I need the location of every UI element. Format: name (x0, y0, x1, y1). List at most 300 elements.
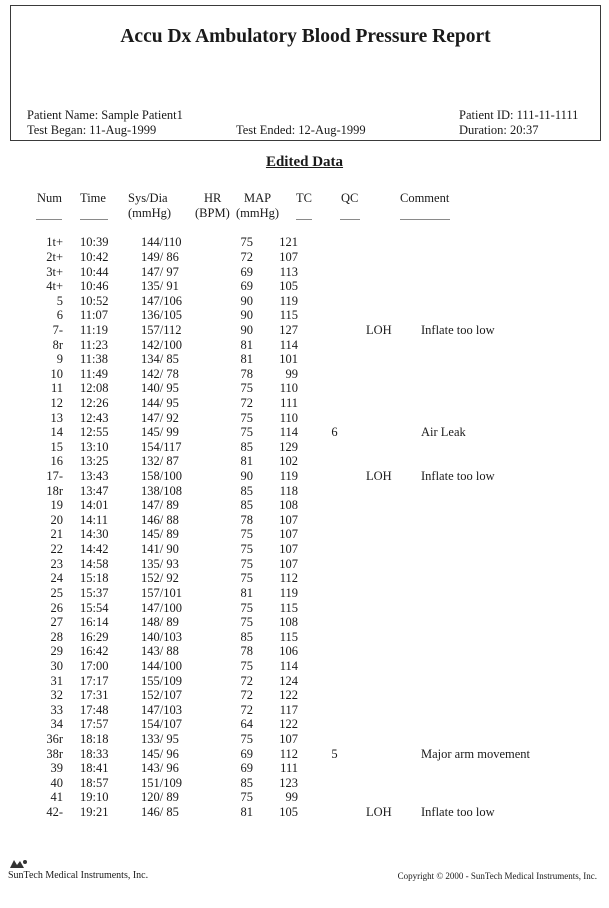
cell-comment (414, 732, 594, 747)
table-row (0, 688, 594, 703)
cell-hr: 69 (240, 761, 253, 776)
cell-time: 15:37 (80, 585, 109, 600)
cell-comment (414, 279, 594, 294)
cell-time: 11:23 (80, 337, 109, 352)
cell-qc: LOH (366, 805, 392, 820)
cell-num: 23 (50, 556, 63, 571)
table-row (0, 323, 594, 338)
cell-bp: 154/117 (141, 439, 182, 454)
cell-comment: Inflate too low (421, 805, 495, 820)
cell-comment (414, 776, 594, 791)
cell-comment (414, 337, 594, 352)
cell-hr: 85 (240, 439, 253, 454)
table-row (0, 425, 594, 440)
col-header-time: Time (80, 191, 106, 205)
cell-qc (357, 790, 414, 805)
cell-time: 12:08 (80, 381, 109, 396)
cell-tc (298, 337, 357, 352)
cell-time: 16:42 (80, 644, 109, 659)
cell-hr: 69 (240, 264, 253, 279)
col-header-map: MAP (244, 191, 272, 205)
cell-qc (357, 381, 414, 396)
cell-bp: 143/ 88 (141, 644, 179, 659)
table-row (0, 629, 594, 644)
readings-table (0, 235, 594, 819)
cell-qc (357, 366, 414, 381)
cell-map: 123 (279, 775, 298, 790)
cell-time: 13:43 (80, 469, 109, 484)
cell-qc (357, 629, 414, 644)
cell-num: 34 (50, 717, 63, 732)
cell-num: 29 (50, 644, 63, 659)
cell-time: 10:46 (80, 279, 109, 294)
cell-bp: 138/108 (141, 483, 182, 498)
cell-bp: 155/109 (141, 673, 182, 688)
cell-num: 16 (50, 454, 63, 469)
cell-hr: 75 (240, 571, 253, 586)
cell-hr: 75 (240, 556, 253, 571)
cell-comment (414, 440, 594, 455)
cell-num: 36r (46, 732, 63, 747)
cell-comment (414, 352, 594, 367)
cell-tc (298, 396, 357, 411)
cell-time: 14:11 (80, 512, 109, 527)
cell-map: 110 (279, 381, 298, 396)
cell-map: 115 (279, 629, 298, 644)
cell-hr: 78 (240, 512, 253, 527)
cell-tc (298, 381, 357, 396)
cell-time: 13:10 (80, 439, 109, 454)
table-row (0, 469, 594, 484)
cell-num: 27 (50, 615, 63, 630)
cell-time: 13:47 (80, 483, 109, 498)
cell-qc: LOH (366, 322, 392, 337)
cell-bp: 145/ 96 (141, 746, 179, 761)
col-header-map-unit: (mmHg) (236, 206, 280, 220)
cell-comment (414, 293, 594, 308)
col-header-qc: QC (341, 191, 359, 205)
table-row (0, 761, 594, 776)
cell-map: 113 (279, 264, 298, 279)
cell-comment (414, 542, 594, 557)
cell-time: 17:31 (80, 688, 109, 703)
cell-qc (357, 556, 414, 571)
cell-bp: 135/ 91 (141, 279, 179, 294)
cell-comment (414, 513, 594, 528)
cell-map: 122 (279, 688, 298, 703)
cell-num: 31 (50, 673, 63, 688)
cell-qc (357, 454, 414, 469)
cell-hr: 75 (240, 527, 253, 542)
cell-bp: 135/ 93 (141, 556, 179, 571)
cell-qc (357, 279, 414, 294)
col-underline-comment (400, 219, 450, 220)
cell-tc (298, 659, 357, 674)
col-underline-tc (296, 219, 312, 220)
cell-tc (298, 776, 357, 791)
cell-hr: 90 (240, 308, 253, 323)
cell-hr: 72 (240, 249, 253, 264)
cell-num: 8r (52, 337, 63, 352)
cell-map: 99 (285, 790, 298, 805)
table-row (0, 571, 594, 586)
cell-map: 107 (279, 249, 298, 264)
cell-time: 19:21 (80, 805, 109, 820)
suntech-logo-icon (8, 858, 30, 870)
table-row (0, 483, 594, 498)
table-row (0, 337, 594, 352)
cell-hr: 72 (240, 673, 253, 688)
cell-time: 18:57 (80, 775, 109, 790)
cell-num: 4t+ (46, 279, 63, 294)
table-row (0, 703, 594, 718)
cell-num: 33 (50, 702, 63, 717)
cell-bp: 140/ 95 (141, 381, 179, 396)
cell-bp: 148/ 89 (141, 615, 179, 630)
cell-qc (357, 425, 414, 440)
cell-time: 13:25 (80, 454, 109, 469)
cell-map: 119 (279, 293, 298, 308)
table-row (0, 352, 594, 367)
cell-num: 22 (50, 542, 63, 557)
cell-num: 19 (50, 498, 63, 513)
table-row (0, 308, 594, 323)
cell-comment: Air Leak (421, 425, 466, 440)
table-row (0, 600, 594, 615)
cell-bp: 147/100 (141, 600, 182, 615)
cell-bp: 144/100 (141, 658, 182, 673)
cell-bp: 151/109 (141, 775, 182, 790)
test-began: Test Began: 11-Aug-1999 (27, 123, 157, 137)
cell-hr: 85 (240, 775, 253, 790)
section-title: Edited Data (265, 154, 344, 170)
cell-time: 12:43 (80, 410, 109, 425)
cell-time: 16:14 (80, 615, 109, 630)
cell-bp: 141/ 90 (141, 542, 179, 557)
table-row (0, 717, 594, 732)
table-row (0, 644, 594, 659)
cell-num: 42- (46, 805, 63, 820)
cell-qc (357, 250, 414, 265)
cell-time: 10:42 (80, 249, 109, 264)
cell-comment (414, 586, 594, 601)
report-header-box (10, 5, 601, 141)
cell-time: 11:07 (80, 308, 109, 323)
cell-tc (298, 703, 357, 718)
cell-tc (298, 323, 357, 338)
cell-map: 110 (279, 410, 298, 425)
cell-hr: 75 (240, 425, 253, 440)
table-row (0, 513, 594, 528)
col-underline-qc (340, 219, 360, 220)
cell-bp: 152/ 92 (141, 571, 179, 586)
table-row (0, 498, 594, 513)
cell-num: 1t+ (46, 235, 63, 250)
cell-qc (357, 293, 414, 308)
cell-qc (357, 571, 414, 586)
cell-tc (298, 454, 357, 469)
cell-hr: 78 (240, 366, 253, 381)
cell-comment (414, 527, 594, 542)
cell-bp: 149/ 86 (141, 249, 179, 264)
cell-map: 119 (279, 585, 298, 600)
cell-num: 32 (50, 688, 63, 703)
cell-time: 11:38 (80, 352, 109, 367)
table-row (0, 790, 594, 805)
col-header-num: Num (37, 191, 62, 205)
cell-time: 11:19 (80, 322, 109, 337)
cell-time: 10:39 (80, 235, 109, 250)
cell-comment (414, 629, 594, 644)
table-row (0, 235, 594, 250)
cell-hr: 81 (240, 352, 253, 367)
cell-tc (298, 790, 357, 805)
cell-qc (357, 717, 414, 732)
cell-bp: 147/ 89 (141, 498, 179, 513)
table-row (0, 732, 594, 747)
cell-bp: 142/100 (141, 337, 182, 352)
cell-tc (298, 586, 357, 601)
cell-num: 30 (50, 658, 63, 673)
cell-comment (414, 250, 594, 265)
cell-tc (298, 600, 357, 615)
cell-comment (414, 615, 594, 630)
col-header-sysdia-unit: (mmHg) (128, 206, 172, 220)
cell-map: 108 (279, 498, 298, 513)
cell-hr: 75 (240, 600, 253, 615)
col-header-hr: HR (204, 191, 222, 205)
cell-num: 12 (50, 396, 63, 410)
cell-time: 17:57 (80, 717, 109, 732)
cell-time: 14:42 (80, 542, 109, 557)
cell-hr: 75 (240, 790, 253, 805)
cell-tc (298, 250, 357, 265)
cell-comment (414, 688, 594, 703)
cell-map: 114 (279, 658, 298, 673)
cell-bp: 157/112 (141, 322, 182, 337)
cell-bp: 140/103 (141, 629, 182, 644)
cell-bp: 145/ 89 (141, 527, 179, 542)
readings-table-body (0, 235, 594, 819)
cell-hr: 69 (240, 279, 253, 294)
cell-tc (298, 513, 357, 528)
footer-copyright: Copyright © 2000 - SunTech Medical Instruments, Inc. (397, 871, 597, 881)
duration: Duration: 20:37 (459, 123, 539, 137)
table-row (0, 279, 594, 294)
cell-time: 19:10 (80, 790, 109, 805)
cell-time: 18:18 (80, 732, 109, 747)
cell-qc (357, 542, 414, 557)
test-ended: Test Ended: 12-Aug-1999 (236, 123, 366, 137)
cell-num: 20 (50, 512, 63, 527)
cell-num: 6 (56, 308, 63, 323)
patient-name: Patient Name: Sample Patient1 (27, 108, 183, 122)
cell-time: 14:01 (80, 498, 109, 513)
cell-num: 25 (50, 585, 63, 600)
cell-num: 9 (56, 352, 63, 367)
cell-num: 38r (46, 746, 63, 761)
table-row (0, 410, 594, 425)
cell-tc (298, 410, 357, 425)
cell-num: 41 (50, 790, 63, 805)
cell-hr: 81 (240, 585, 253, 600)
table-row (0, 776, 594, 791)
cell-hr: 75 (240, 542, 253, 557)
cell-comment: Inflate too low (421, 322, 495, 337)
cell-hr: 85 (240, 498, 253, 513)
cell-hr: 64 (240, 717, 253, 732)
report-title: Accu Dx Ambulatory Blood Pressure Report (120, 26, 491, 47)
cell-bp: 142/ 78 (141, 366, 179, 381)
cell-bp: 147/ 92 (141, 410, 179, 425)
cell-num: 14 (50, 425, 63, 440)
cell-bp: 158/100 (141, 469, 182, 484)
cell-qc (357, 308, 414, 323)
cell-map: 129 (279, 439, 298, 454)
cell-hr: 69 (240, 746, 253, 761)
cell-bp: 157/101 (141, 585, 182, 600)
cell-time: 12:55 (80, 425, 109, 440)
col-header-sysdia: Sys/Dia (128, 191, 168, 205)
cell-bp: 133/ 95 (141, 732, 179, 747)
cell-num: 39 (50, 761, 63, 776)
cell-tc (298, 279, 357, 294)
cell-num: 26 (50, 600, 63, 615)
cell-time: 18:41 (80, 761, 109, 776)
table-row (0, 396, 594, 411)
cell-comment (414, 483, 594, 498)
cell-hr: 75 (240, 381, 253, 396)
cell-qc (357, 498, 414, 513)
cell-hr: 75 (240, 658, 253, 673)
cell-time: 17:48 (80, 702, 109, 717)
cell-qc (357, 703, 414, 718)
cell-tc (298, 542, 357, 557)
cell-num: 21 (50, 527, 63, 542)
cell-tc (298, 732, 357, 747)
cell-hr: 85 (240, 483, 253, 498)
cell-map: 122 (279, 717, 298, 732)
cell-map: 124 (279, 673, 298, 688)
cell-bp: 145/ 99 (141, 425, 179, 440)
table-row (0, 542, 594, 557)
cell-bp: 146/ 85 (141, 805, 179, 820)
table-row (0, 454, 594, 469)
cell-hr: 81 (240, 805, 253, 820)
cell-qc (357, 440, 414, 455)
cell-hr: 72 (240, 396, 253, 410)
cell-tc (298, 805, 357, 820)
cell-bp: 136/105 (141, 308, 182, 323)
cell-hr: 90 (240, 293, 253, 308)
cell-bp: 132/ 87 (141, 454, 179, 469)
cell-comment: Major arm movement (421, 746, 530, 761)
cell-qc (357, 688, 414, 703)
cell-bp: 143/ 96 (141, 761, 179, 776)
cell-tc (298, 761, 357, 776)
cell-comment: Inflate too low (421, 469, 495, 484)
cell-time: 11:49 (80, 366, 109, 381)
cell-comment (414, 556, 594, 571)
cell-num: 13 (50, 410, 63, 425)
cell-time: 10:52 (80, 293, 109, 308)
cell-map: 107 (279, 512, 298, 527)
cell-qc (357, 761, 414, 776)
cell-time: 17:17 (80, 673, 109, 688)
cell-bp: 147/106 (141, 293, 182, 308)
cell-map: 99 (285, 366, 298, 381)
cell-qc (357, 337, 414, 352)
cell-qc (357, 410, 414, 425)
cell-comment (414, 366, 594, 381)
cell-time: 17:00 (80, 658, 109, 673)
table-row (0, 366, 594, 381)
table-row (0, 250, 594, 265)
cell-hr: 90 (240, 469, 253, 484)
cell-hr: 90 (240, 322, 253, 337)
cell-qc (357, 235, 414, 250)
cell-tc (298, 615, 357, 630)
cell-bp: 134/ 85 (141, 352, 179, 367)
cell-tc (298, 673, 357, 688)
cell-qc (357, 746, 414, 761)
cell-time: 16:29 (80, 629, 109, 644)
cell-comment (414, 703, 594, 718)
cell-num: 2t+ (46, 249, 63, 264)
cell-qc (357, 659, 414, 674)
cell-num: 17- (46, 469, 63, 484)
cell-tc (298, 235, 357, 250)
cell-bp: 152/107 (141, 688, 182, 703)
table-row (0, 527, 594, 542)
cell-time: 18:33 (80, 746, 109, 761)
cell-comment (414, 308, 594, 323)
cell-time: 10:44 (80, 264, 109, 279)
cell-tc (298, 469, 357, 484)
cell-qc (357, 352, 414, 367)
cell-qc (357, 615, 414, 630)
cell-tc (298, 483, 357, 498)
cell-tc (298, 366, 357, 381)
footer-company: SunTech Medical Instruments, Inc. (8, 870, 149, 881)
cell-tc (298, 644, 357, 659)
cell-map: 105 (279, 279, 298, 294)
cell-tc (298, 293, 357, 308)
cell-map: 115 (279, 600, 298, 615)
table-row (0, 673, 594, 688)
cell-qc (357, 264, 414, 279)
cell-hr: 81 (240, 337, 253, 352)
cell-tc (298, 717, 357, 732)
cell-comment (414, 381, 594, 396)
cell-bp: 147/103 (141, 702, 182, 717)
cell-map: 107 (279, 556, 298, 571)
cell-qc (357, 396, 414, 411)
cell-comment (414, 410, 594, 425)
cell-map: 106 (279, 644, 298, 659)
cell-map: 119 (279, 469, 298, 484)
cell-tc: 6 (331, 425, 338, 440)
cell-map: 112 (279, 571, 298, 586)
table-row (0, 746, 594, 761)
cell-map: 102 (279, 454, 298, 469)
col-header-hr-unit: (BPM) (195, 206, 230, 220)
cell-hr: 72 (240, 688, 253, 703)
cell-qc (357, 776, 414, 791)
cell-map: 118 (279, 483, 298, 498)
cell-hr: 85 (240, 629, 253, 644)
cell-bp: 144/ 95 (141, 396, 179, 410)
